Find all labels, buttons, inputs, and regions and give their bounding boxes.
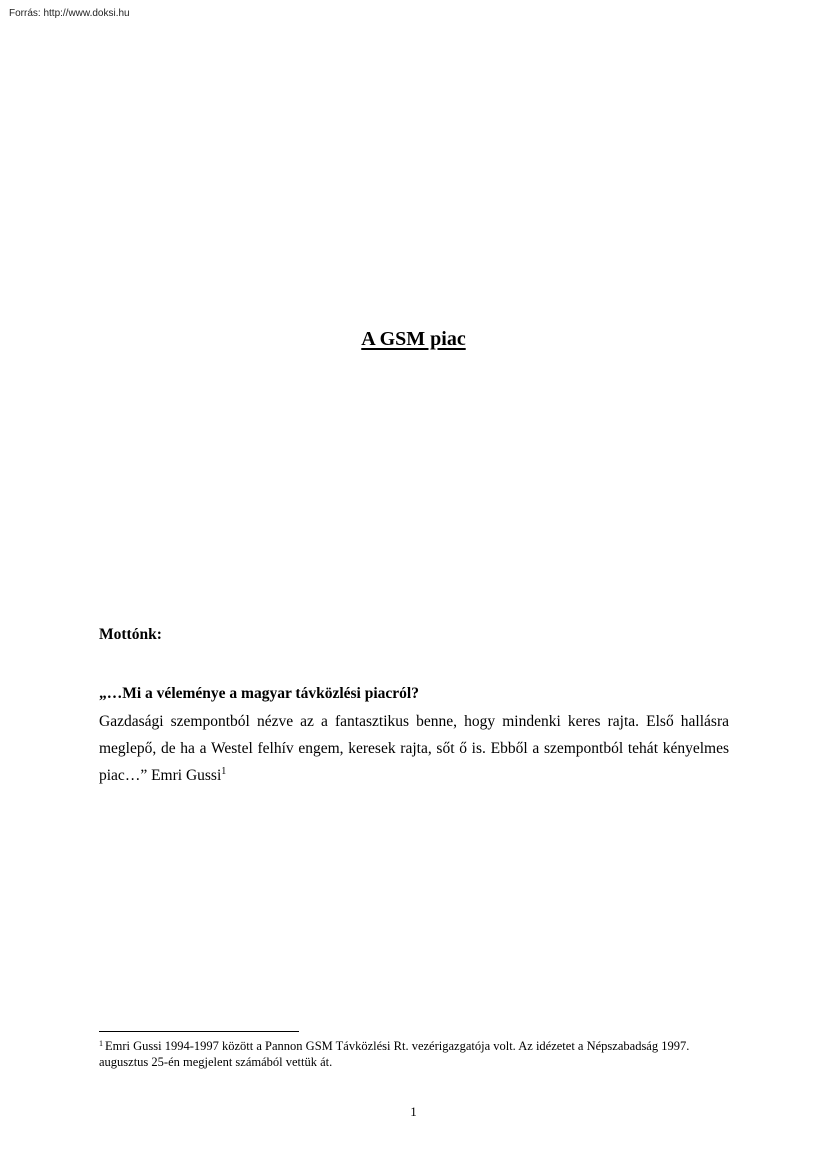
footnote-number: 1 — [99, 1039, 103, 1048]
quote-body — [99, 708, 729, 789]
source-link[interactable]: Forrás: http://www.doksi.hu — [9, 8, 130, 19]
motto-heading: Mottónk: — [99, 626, 162, 643]
footnote-divider — [99, 1031, 299, 1032]
footnote-text: Emri Gussi 1994-1997 között a Pannon GSM Távközlési Rt. vezérigazgatója volt. Az idézetet a Népszabadság 1997. augusztus 25-én megjelent számából vettük át. — [99, 1039, 690, 1069]
document-title: A GSM piac — [361, 328, 466, 350]
quote-text: Gazdasági szempontból nézve az a fantasztikus benne, hogy mindenki keres rajta. Első hallásra meglepő, de ha a Westel felhív engem, keresek rajta, sőt ő is. Ebből a szempontból tehát kényelmes piac…” Emri Gussi — [99, 713, 729, 784]
page-number: 1 — [410, 1104, 417, 1119]
footnote — [99, 1038, 729, 1070]
motto-quote — [99, 683, 729, 789]
quote-question: „…Mi a véleménye a magyar távközlési piacról? — [99, 685, 419, 702]
footnote-reference[interactable]: 1 — [221, 766, 227, 777]
